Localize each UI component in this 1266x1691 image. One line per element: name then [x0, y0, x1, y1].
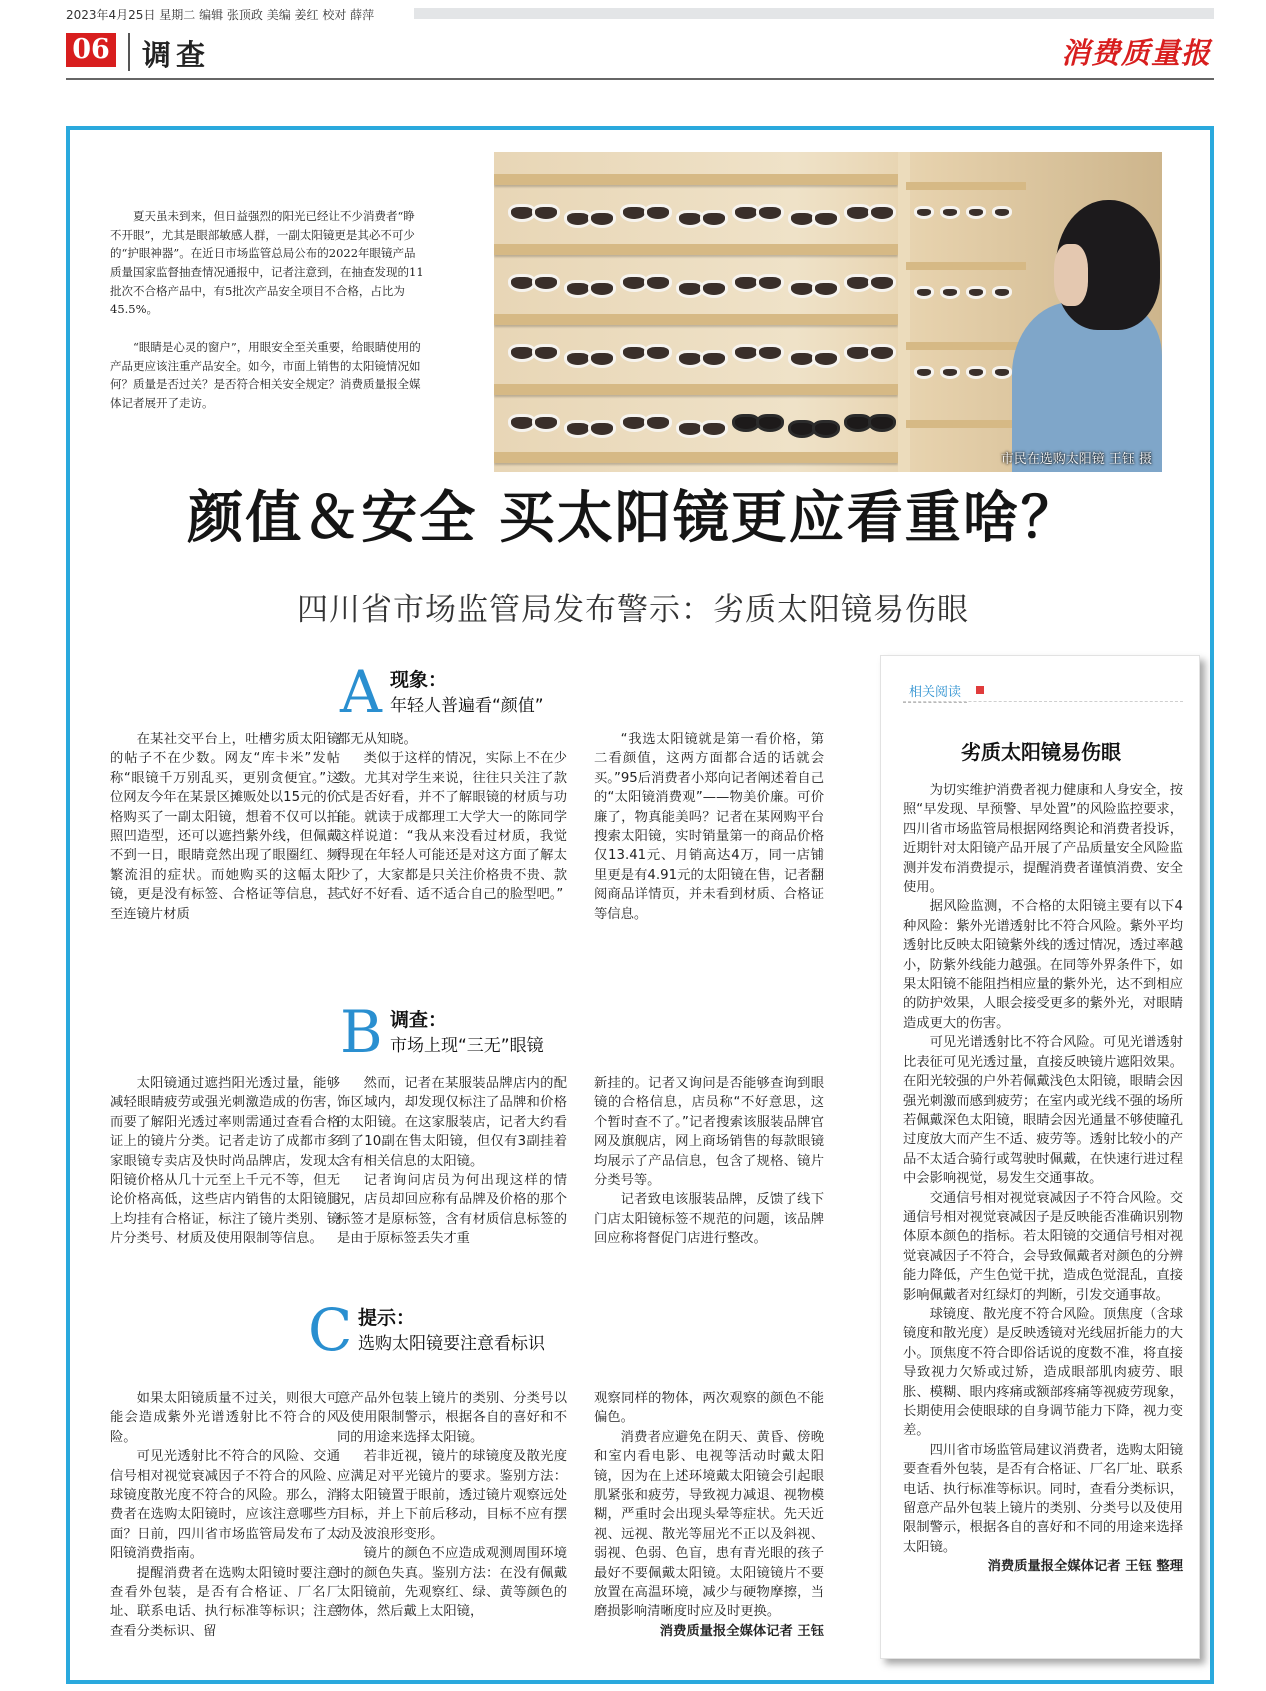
subheadline: 四川省市场监管局发布警示：劣质太阳镜易伤眼 [297, 592, 969, 628]
sunglasses-lens [992, 366, 1012, 379]
paragraph: 类似于这样的情况，实际上不在少数。尤其对学生来说，往往只关注了款式是否好看，并不了解眼镜的材质与功能。就读于成都理工大学大一的陈同学这样说道：“我从来没看过材质，我觉得现在年轻人可能还是对这方面了解太少了，大家都是只关注价格贵不贵、款式好不好看、适不适合自己的脸型吧。” [337, 751, 567, 903]
page-number: 06 [66, 33, 116, 67]
shelf [906, 420, 1026, 428]
sunglasses-lens [756, 204, 784, 222]
sunglasses-lens [812, 420, 840, 438]
paragraph: 四川省市场监管局建议消费者，选购太阳镜要查看外包装，是否有合格证、厂名厂址、联系电话、执行标准等标识。同时，查看分类标识，留意产品外包装上镜片的类别、分类号以及使用限制警示，根据各自的喜好和不同的用途来选择太阳镜。 [903, 1442, 1183, 1555]
section-divider [128, 33, 130, 71]
section-title: 调查： [390, 1009, 448, 1031]
sunglasses-lens [588, 280, 616, 298]
section-c-column-1 [110, 1389, 340, 1641]
sunglasses-lens [992, 286, 1012, 299]
sunglasses-lens [532, 204, 560, 222]
sunglasses-lens [756, 414, 784, 432]
sunglasses-lens [756, 274, 784, 292]
sunglasses-lens [532, 344, 560, 362]
paragraph: 据风险监测，不合格的太阳镜主要有以下4种风险：紫外光谱透射比不符合风险。紫外平均透射比反映太阳镜紫外线的透过情况，透过率越小，防紫外线能力越强。在同等外界条件下，如果太阳镜不能阻挡相应量的紫外光，达不到相应的防护效果，人眼会接受更多的紫外光，对眼睛造成更大的伤害。 [903, 899, 1183, 1031]
tag-square-icon [976, 686, 984, 694]
sunglasses-lens [588, 420, 616, 438]
paragraph: 可见光谱透射比不符合风险。可见光谱透射比表征可见光透过量，直接反映镜片遮阳效果。在阳光较强的户外若佩戴浅色太阳镜，眼睛会因强光刺激而感到疲劳；在室内或光线不强的场所若佩戴深色太阳镜，眼睛会因光通量不够使瞳孔过度放大而产生不适、疲劳等。透射比较小的产品不太适合骑行或驾驶时佩戴，在快速行进过程中会影响视觉，易发生交通事故。 [903, 1035, 1183, 1187]
byline: 消费质量报全媒体记者 王钰 整理 [987, 1559, 1183, 1575]
photo-caption: 市民在选购太阳镜 王钰 摄 [1000, 452, 1152, 467]
newspaper-logo: 消费质量报 [1060, 36, 1211, 70]
sunglasses-lens [588, 210, 616, 228]
header-rule [66, 78, 1214, 80]
page-meta: 2023年4月25日 星期二 编辑 张顶政 美编 姜红 校对 薛萍 [66, 8, 375, 22]
sunglasses-lens [700, 350, 728, 368]
section-letter: C [308, 1296, 353, 1364]
headline: 颜值＆安全 买太阳镜更应看重啥？ [187, 486, 1079, 551]
shelf [906, 342, 1026, 350]
paragraph: 观察同样的物体，两次观察的颜色不能偏色。 [594, 1391, 824, 1426]
paragraph: 为切实维护消费者视力健康和人身安全，按照“早发现、早预警、早处置”的风险监控要求，四川省市场监管局根据网络舆论和消费者投诉，近期针对太阳镜产品开展了产品质量安全风险监测并发布消费提示，提醒消费者谨慎消费、安全使用。 [903, 783, 1183, 896]
shelf [494, 452, 898, 463]
paragraph: 在某社交平台上，吐槽劣质太阳镜的帖子不在少数。网友“库卡米”发帖称“眼镜千万别乱买，更别贪便宜。”这位网友今年在某景区摊贩处以15元的价格购买了一副太阳镜，想着不仅可以拍照凹造型，还可以遮挡紫外线，但佩戴不到一日，眼睛竟然出现了眼圈红、频繁流泪的症状。而她购买的这幅太阳镜，更是没有标签、合格证等信息，甚至连镜片材质 [110, 732, 340, 922]
section-b-column-3 [594, 1074, 824, 1249]
sunglasses-lens [940, 206, 960, 219]
shelf [494, 314, 898, 325]
sunglasses-lens [532, 274, 560, 292]
shelf [906, 262, 1026, 270]
lead-paragraph: “眼睛是心灵的窗户”，用眼安全至关重要，给眼睛使用的产品更应该注重产品安全。如今，市面上销售的太阳镜情况如何？质量是否过关？是否符合相关安全规定？消费质量报全媒体记者展开了走访。 [110, 340, 421, 410]
sunglasses-lens [700, 420, 728, 438]
sunglasses-lens [868, 344, 896, 362]
sunglasses-lens [940, 286, 960, 299]
paragraph: 消费者应避免在阴天、黄昏、傍晚和室内看电影、电视等活动时戴太阳镜，因为在上述环境戴太阳镜会引起眼肌紧张和疲劳，导致视力减退、视物模糊，严重时会出现头晕等症状。先天近视、远视、散光等屈光不正以及斜视、弱视、色弱、色盲，患有青光眼的孩子最好不要佩戴太阳镜。太阳镜镜片不要放置在高温环境，减少与硬物摩擦，当磨损影响清晰度时应及时更换。 [594, 1429, 824, 1620]
sunglasses-lens [914, 206, 934, 219]
section-b-column-2 [337, 1074, 567, 1249]
sunglasses-lens [966, 286, 986, 299]
section-c-column-2 [337, 1389, 567, 1622]
sunglasses-lens [812, 210, 840, 228]
section-c-column-3 [594, 1389, 824, 1641]
sidebar-title: 劣质太阳镜易伤眼 [961, 740, 1121, 764]
sunglasses-lens [644, 204, 672, 222]
sunglasses-lens [966, 366, 986, 379]
section-a-column-3 [594, 730, 824, 924]
sunglasses-lens [940, 366, 960, 379]
shelf [906, 182, 1026, 190]
section-subtitle: 选购太阳镜要注意看标识 [358, 1334, 545, 1354]
section-subtitle: 年轻人普遍看“颜值” [390, 696, 544, 716]
paragraph: 球镜度、散光度不符合风险。顶焦度（含球镜度和散光度）是反映透镜对光线屈折能力的大小。顶焦度不符合即俗话说的度数不准，将直接导致视力欠矫或过矫，造成眼部肌肉疲劳、眼胀、模糊、眼内疼痛或额部疼痛等视疲劳现象，长期使用会使眼球的自身调节能力下降，视力变差。 [903, 1306, 1183, 1439]
paragraph: 新挂的。记者又询问是否能够查询到眼镜的合格信息，店员称“不好意思，这个暂时查不了。”记者搜索该服装品牌官网及旗舰店，网上商场销售的每款眼镜均展示了产品信息，包含了规格、镜片分类号等。 [594, 1076, 824, 1189]
sunglasses-lens [812, 350, 840, 368]
related-reading-tag: 相关阅读 [903, 681, 967, 703]
paragraph: 镜片的颜色不应造成观测周围环境时的颜色失真。鉴别方法：在没有佩戴太阳镜前，先观察红、绿、黄等颜色的物体，然后戴上太阳镜， [337, 1546, 567, 1620]
sunglasses-lens [914, 366, 934, 379]
byline: 消费质量报全媒体记者 王钰 [659, 1623, 824, 1639]
sunglasses-lens [532, 414, 560, 432]
section-title: 提示： [358, 1307, 416, 1329]
paragraph: 记者询问店员为何出现这样的情况，店员却回应称有品牌及价格的那个标签才是原标签，含有材质信息标签的是由于原标签丢失才重 [337, 1173, 567, 1247]
sunglasses-lens [812, 280, 840, 298]
sunglasses-lens [914, 286, 934, 299]
section-name: 调查 [142, 38, 211, 72]
paragraph: 都无从知晓。 [337, 732, 417, 747]
paragraph: 太阳镜通过遮挡阳光透过量，能够减轻眼睛疲劳或强光刺激造成的伤害，而要了解阳光透过率则需通过查看合格证上的镜片分类。记者走访了成都市多家眼镜专卖店及快时尚品牌店，发现太阳镜价格从几十元至上千元不等，但无论价格高低，这些店内销售的太阳镜腿上均挂有合格证，标注了镜片类别、镜片分类号、材质及使用限制等信息。 [110, 1076, 340, 1247]
sunglasses-lens [644, 414, 672, 432]
sunglasses-lens [868, 414, 896, 432]
paragraph: 可见光透射比不符合的风险、交通信号相对视觉衰减因子不符合的风险、球镜度散光度不符合的风险。那么，消费者在选购太阳镜时，应该注意哪些方面？日前，四川省市场监管局发布了太阳镜消费指南。 [110, 1449, 340, 1562]
sunglasses-lens [588, 350, 616, 368]
section-letter: A [340, 658, 382, 726]
sunglasses-lens [966, 206, 986, 219]
meta-bar [414, 8, 1214, 19]
shopper-face [1054, 244, 1088, 306]
section-letter: B [340, 998, 383, 1066]
sunglasses-lens [700, 210, 728, 228]
section-title: 现象： [390, 669, 448, 691]
sunglasses-lens [868, 204, 896, 222]
paragraph: 如果太阳镜质量不过关，则很大可能会造成紫外光谱透射比不符合的风险。 [110, 1391, 340, 1445]
paragraph: 交通信号相对视觉衰减因子不符合风险。交通信号相对视觉衰减因子是反映能否准确识别物体原本颜色的指标。若太阳镜的交通信号相对视觉衰减因子不符合，会导致佩戴者对颜色的分辨能力降低，产生色觉干扰，造成色觉混乱，直接影响佩戴者对红绿灯的判断，引发交通事故。 [903, 1190, 1183, 1303]
sunglasses-lens [868, 274, 896, 292]
sunglasses-lens [700, 280, 728, 298]
paragraph: 然而，记者在某服装品牌店内的配饰区域内，却发现仅标注了品牌和价格的太阳镜。在这家服装店，记者大约看到了10副在售太阳镜，但仅有3副挂着含有相关信息的太阳镜。 [337, 1076, 567, 1169]
paragraph: 若非近视，镜片的球镜度及散光度应满足对平光镜片的要求。鉴别方法：将太阳镜置于眼前，透过镜片观察远处目标，并上下前后移动，目标不应有摆动及波浪形变形。 [337, 1449, 567, 1542]
section-subtitle: 市场上现“三无”眼镜 [390, 1036, 544, 1056]
paragraph: “我选太阳镜就是第一看价格，第二看颜值，这两方面都合适的话就会买。”95后消费者小郑向记者阐述着自己的“太阳镜消费观”——物美价廉。可价廉了，物真能美吗？记者在某网购平台搜索太阳镜，实时销量第一的商品价格仅13.41元、月销高达4万，同一店铺里更是有4.91元的太阳镜在售，记者翻阅商品详情页，并未看到材质、合格证等信息。 [594, 732, 824, 922]
section-a-column-1 [110, 730, 340, 924]
sidebar-rule [903, 701, 1183, 702]
paragraph: 提醒消费者在选购太阳镜时要注意查看外包装，是否有合格证、厂名厂址、联系电话、执行标准等标识；注意查看分类标识、留 [110, 1565, 340, 1639]
sunglasses-lens [756, 344, 784, 362]
related-reading-sidebar [880, 655, 1200, 1659]
shelf [494, 174, 898, 185]
sunglasses-lens [644, 344, 672, 362]
section-a-column-2 [337, 730, 567, 905]
paragraph: 记者致电该服装品牌，反馈了线下门店太阳镜标签不规范的问题，该品牌回应称将督促门店进行整改。 [594, 1192, 824, 1247]
sidebar-body [903, 781, 1183, 1577]
lead-paragraph: 夏天虽未到来，但日益强烈的阳光已经让不少消费者“睁不开眼”，尤其是眼部敏感人群，一副太阳镜更是其必不可少的“护眼神器”。在近日市场监管总局公布的2022年眼镜产品质量国家监督抽查情况通报中，记者注意到，在抽查发现的11批次不合格产品中，有5批次产品安全项目不合格，占比为45.5%。 [110, 209, 424, 317]
sunglasses-lens [644, 274, 672, 292]
shelf [494, 244, 898, 255]
section-b-column-1 [110, 1074, 340, 1249]
sunglasses-lens [992, 206, 1012, 219]
shelf [494, 384, 898, 395]
paragraph: 意产品外包装上镜片的类别、分类号以及使用限制警示，根据各自的喜好和不同的用途来选择太阳镜。 [337, 1391, 567, 1445]
article-photo [494, 152, 1162, 472]
